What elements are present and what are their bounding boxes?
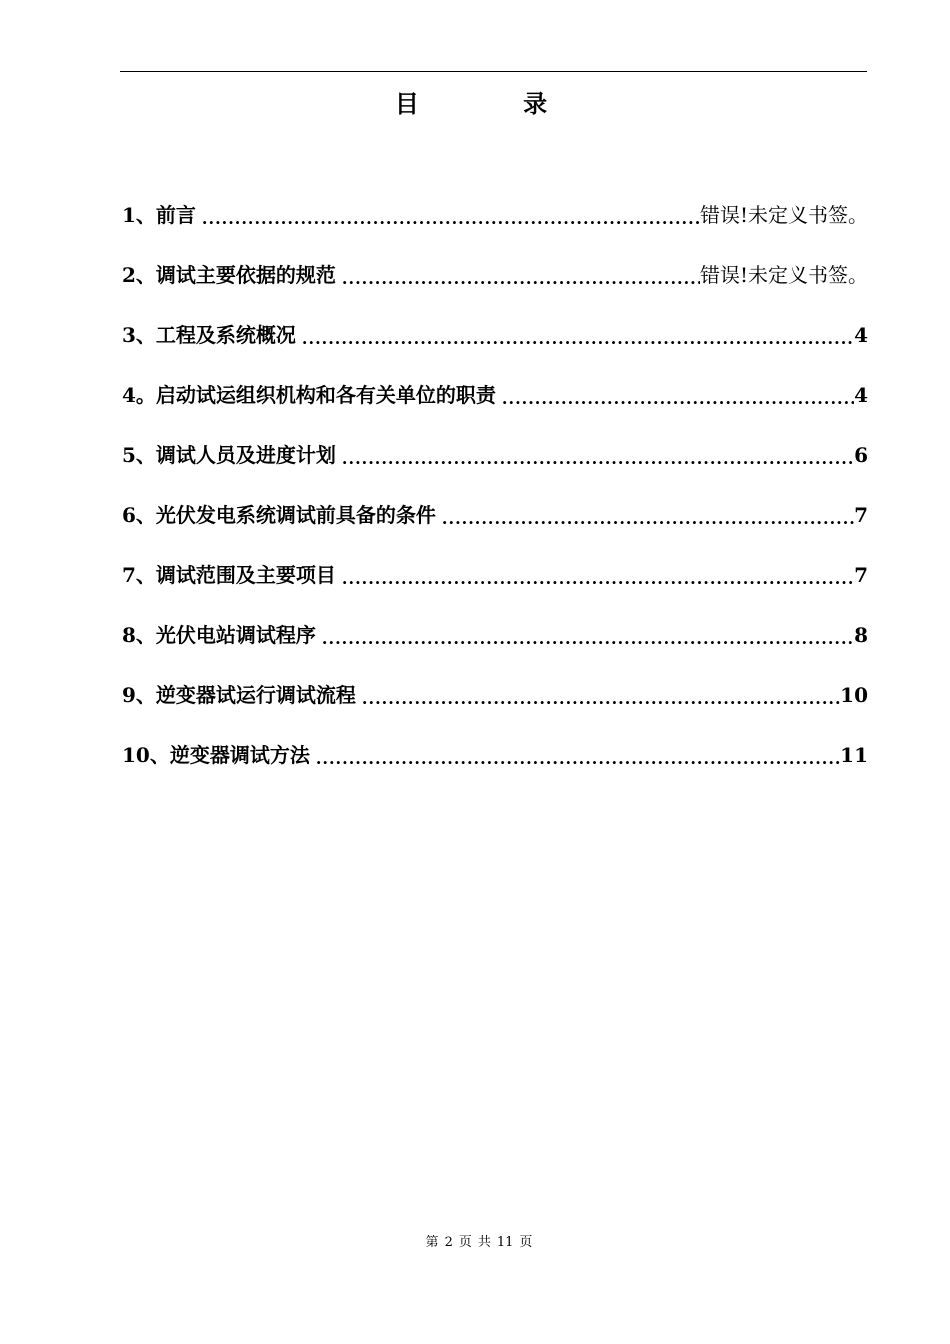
toc-entry[interactable] [122,558,868,618]
toc-entry-page: 6 [854,443,868,467]
toc-entry[interactable] [122,738,868,798]
footer-total-word: 共 [477,1235,491,1250]
footer-total-pages: 11 [496,1235,514,1250]
toc-entry-label: 10、逆变器调试方法 [122,743,310,767]
toc-entry-label: 9、逆变器试运行调试流程 [122,683,356,707]
toc-dot-leader [362,678,840,712]
toc-dot-leader [502,378,854,412]
toc-entry-page: 4 [854,323,868,347]
toc-entry-label: 1、前言 [122,203,196,227]
toc-entry-page: 7 [854,503,868,527]
toc-entry-label: 3、工程及系统概况 [122,323,296,347]
toc-dot-leader [442,498,854,532]
toc-dot-leader [342,558,854,592]
toc-entry[interactable] [122,258,868,318]
toc-entry[interactable] [122,618,868,678]
toc-entry-page: 7 [854,563,868,587]
toc-dot-leader [316,738,840,772]
toc-entry[interactable] [122,498,868,558]
toc-entry-page: 8 [854,623,868,647]
toc-entry-page: 11 [840,743,868,767]
footer-suffix: 页 [519,1235,533,1250]
toc-title: 目 录 [394,89,596,118]
toc-list [122,198,868,798]
toc-dot-leader [342,438,854,472]
toc-entry[interactable] [122,318,868,378]
toc-entry-label: 7、调试范围及主要项目 [122,563,336,587]
toc-dot-leader [302,318,854,352]
footer-prefix: 第 [425,1235,439,1250]
toc-entry-page: 4 [854,383,868,407]
toc-dot-leader [322,618,854,652]
page-footer [0,1233,950,1253]
toc-entry[interactable] [122,198,868,258]
toc-entry-label: 6、光伏发电系统调试前具备的条件 [122,503,436,527]
toc-entry[interactable] [122,678,868,738]
header-rule [120,71,867,72]
toc-entry[interactable] [122,378,868,438]
toc-entry-label: 5、调试人员及进度计划 [122,443,336,467]
toc-entry-page: 错误!未定义书签。 [699,203,868,227]
toc-entry-page: 10 [840,683,868,707]
toc-entry-page: 错误!未定义书签。 [699,263,868,287]
toc-entry-label: 4。启动试运组织机构和各有关单位的职责 [122,383,496,407]
toc-entry-label: 2、调试主要依据的规范 [122,263,336,287]
footer-current-page: 2 [444,1235,453,1250]
footer-page-word: 页 [458,1235,472,1250]
toc-dot-leader [202,198,700,232]
toc-entry[interactable] [122,438,868,498]
toc-dot-leader [342,258,700,292]
toc-entry-label: 8、光伏电站调试程序 [122,623,316,647]
